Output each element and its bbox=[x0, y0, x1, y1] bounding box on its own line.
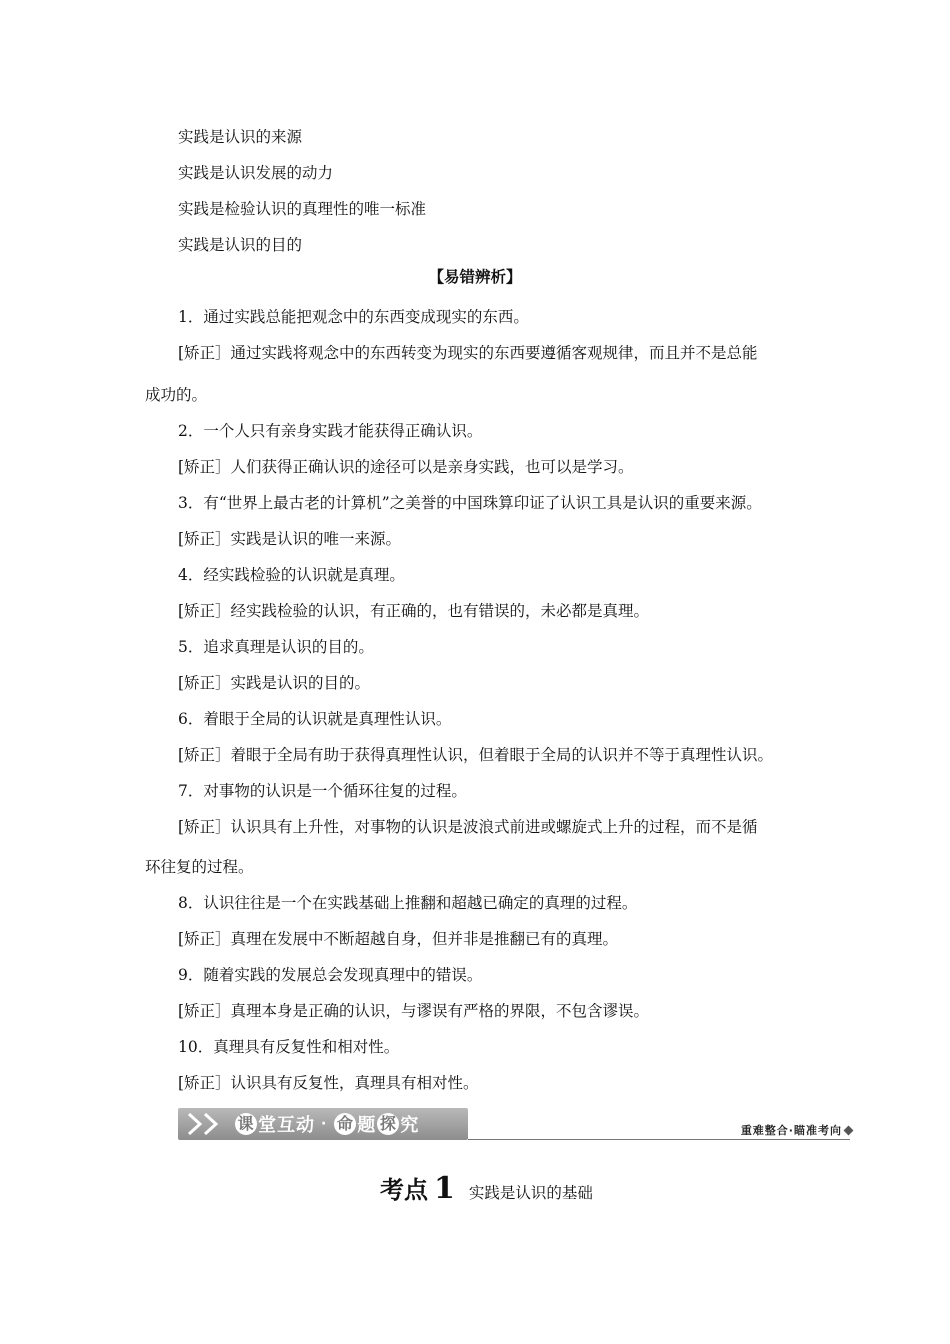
intro-line-2: 实践是认识发展的动力 bbox=[178, 164, 334, 182]
banner-text: 究 bbox=[400, 1115, 420, 1136]
item-4-question: 4．经实践检验的认识就是真理。 bbox=[178, 566, 405, 584]
chevron-right-icon bbox=[200, 1112, 224, 1136]
diamond-icon bbox=[844, 1126, 854, 1136]
banner-rule bbox=[468, 1139, 850, 1140]
item-8-question: 8．认识往往是一个在实践基础上推翻和超越已确定的真理的过程。 bbox=[178, 894, 638, 912]
item-5-question: 5．追求真理是认识的目的。 bbox=[178, 638, 374, 656]
banner-text: 堂互动 bbox=[258, 1115, 315, 1136]
item-9-question: 9．随着实践的发展总会发现真理中的错误。 bbox=[178, 966, 483, 984]
item-10-correction: [矫正］认识具有反复性，真理具有相对性。 bbox=[178, 1074, 479, 1092]
banner-separator: · bbox=[321, 1116, 328, 1132]
item-7-question: 7．对事物的认识是一个循环往复的过程。 bbox=[178, 782, 467, 800]
item-6-correction: [矫正］着眼于全局有助于获得真理性认识，但着眼于全局的认识并不等于真理性认识。 bbox=[178, 746, 774, 764]
item-2-correction: [矫正］人们获得正确认识的途径可以是亲身实践，也可以是学习。 bbox=[178, 458, 634, 476]
item-3-question: 3．有“世界上最古老的计算机”之美誉的中国珠算印证了认识工具是认识的重要来源。 bbox=[178, 494, 762, 512]
intro-line-1: 实践是认识的来源 bbox=[178, 128, 303, 146]
item-6-question: 6．着眼于全局的认识就是真理性认识。 bbox=[178, 710, 452, 728]
topic-heading bbox=[380, 1170, 593, 1206]
item-8-correction: [矫正］真理在发展中不断超越自身，但并非是推翻已有的真理。 bbox=[178, 930, 619, 948]
topic-label: 考点 bbox=[380, 1176, 428, 1204]
item-7-correction: [矫正］认识具有上升性，对事物的认识是波浪式前进或螺旋式上升的过程，而不是循 bbox=[178, 818, 758, 836]
item-1-correction-cont: 成功的。 bbox=[145, 386, 208, 404]
section-heading: 【易错辨析】 bbox=[428, 267, 522, 286]
item-10-question: 10．真理具有反复性和相对性。 bbox=[178, 1038, 400, 1056]
intro-line-4: 实践是认识的目的 bbox=[178, 236, 303, 254]
topic-number: 1 bbox=[434, 1171, 455, 1206]
item-4-correction: [矫正］经实践检验的认识，有正确的，也有错误的，未必都是真理。 bbox=[178, 602, 650, 620]
item-1-question: 1．通过实践总能把观念中的东西变成现实的东西。 bbox=[178, 308, 529, 326]
topic-title: 实践是认识的基础 bbox=[468, 1184, 593, 1202]
item-7-correction-cont: 环往复的过程。 bbox=[145, 858, 254, 876]
item-5-correction: [矫正］实践是认识的目的。 bbox=[178, 674, 371, 692]
banner-char-circle: 课 bbox=[235, 1113, 257, 1135]
item-3-correction: [矫正］实践是认识的唯一来源。 bbox=[178, 530, 402, 548]
item-9-correction: [矫正］真理本身是正确的认识，与谬误有严格的界限，不包含谬误。 bbox=[178, 1002, 650, 1020]
banner-subtitle: 重难整合·瞄准考向 bbox=[740, 1124, 842, 1137]
item-2-question: 2．一个人只有亲身实践才能获得正确认识。 bbox=[178, 422, 483, 440]
banner-char-circle: 探 bbox=[377, 1113, 399, 1135]
banner-char-circle: 命 bbox=[334, 1113, 356, 1135]
intro-line-3: 实践是检验认识的真理性的唯一标准 bbox=[178, 200, 427, 218]
section-banner bbox=[178, 1106, 850, 1142]
banner-text: 题 bbox=[357, 1115, 377, 1136]
item-1-correction: [矫正］通过实践将观念中的东西转变为现实的东西要遵循客观规律，而且并不是总能 bbox=[178, 344, 758, 362]
banner-title bbox=[234, 1110, 419, 1138]
